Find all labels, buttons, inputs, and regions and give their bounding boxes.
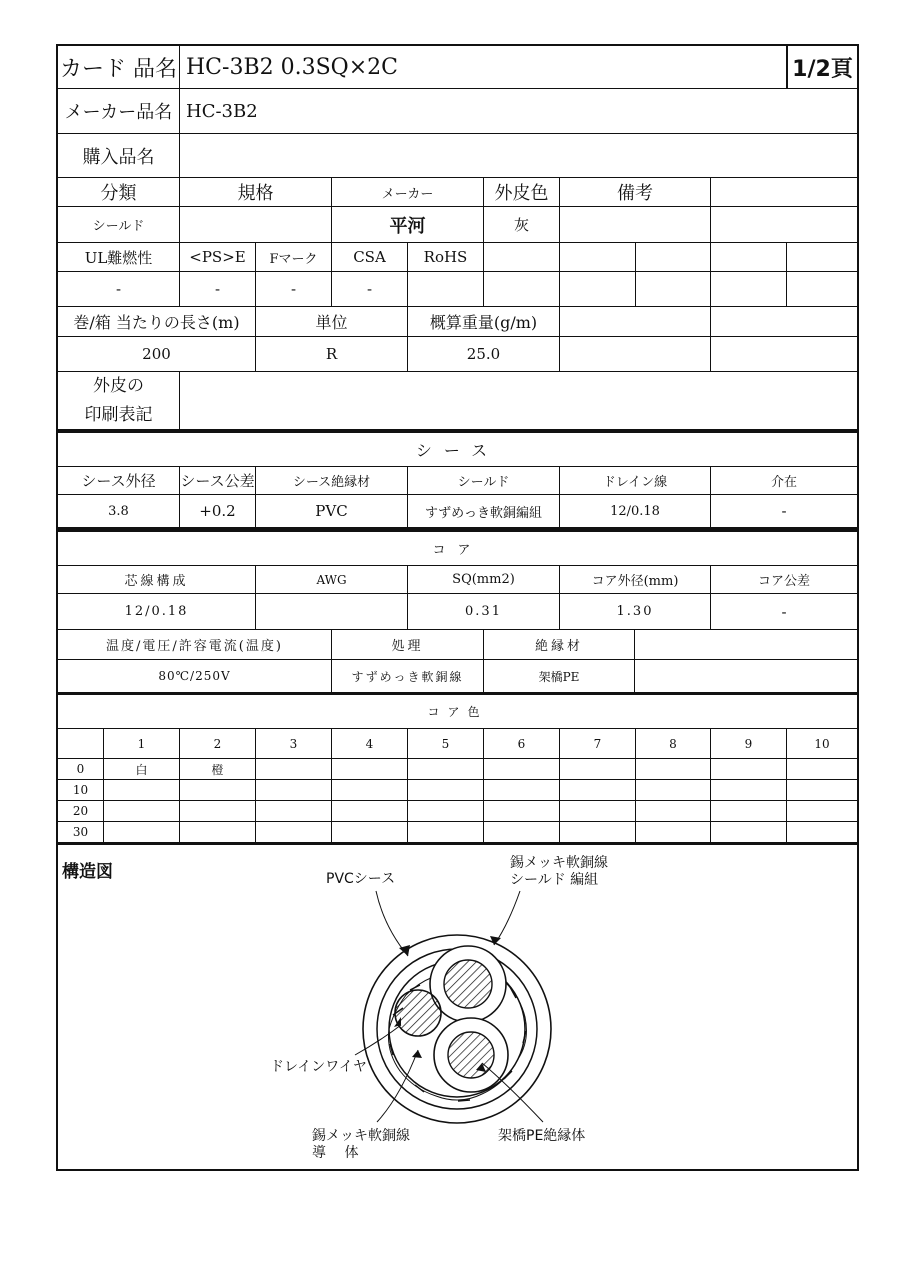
length-per-reel-value: 200 [58, 337, 256, 372]
core-color-cell [104, 780, 180, 801]
print-marking-value [180, 372, 857, 430]
core-color-cell [711, 822, 787, 843]
sheath-section-title: シース [58, 433, 857, 467]
card-name-value: HC-3B2 0.3SQ×2C [180, 46, 787, 89]
ul-flame-header: UL難燃性 [58, 243, 180, 272]
core-color-cell [256, 780, 332, 801]
core-color-column-header: 7 [560, 729, 636, 759]
core-color-row-index: 0 [58, 759, 104, 780]
ul-flame-value: - [58, 272, 180, 307]
drain-wire-value: 12/0.18 [560, 495, 711, 528]
label-pvc-sheath: PVCシース [326, 871, 396, 887]
conditions-blank-header [635, 630, 857, 660]
csa-header: CSA [332, 243, 408, 272]
sq-header: SQ(mm2) [408, 566, 560, 594]
insulation-header: 絶縁材 [484, 630, 635, 660]
core-section-title: コア [58, 532, 857, 566]
core-color-cell [711, 801, 787, 822]
temp-voltage-value: 80℃/250V [58, 660, 332, 693]
maker-value: 平河 [332, 207, 484, 243]
standard-header: 規格 [180, 178, 332, 207]
standard-blank-header [560, 243, 636, 272]
core-color-cell [484, 801, 560, 822]
sheath-tolerance-value: +0.2 [180, 495, 256, 528]
core-color-column-header: 10 [787, 729, 857, 759]
core-color-cell [560, 780, 636, 801]
core-color-cell [180, 780, 256, 801]
sheath-color-header: 外皮色 [484, 178, 560, 207]
core-color-cell: 白 [104, 759, 180, 780]
core-color-corner [58, 729, 104, 759]
stranding-header: 芯線構成 [58, 566, 256, 594]
standard-blank-value [484, 272, 560, 307]
length-blank-header [711, 307, 857, 337]
structure-diagram [58, 845, 857, 1169]
core-color-cell [787, 780, 857, 801]
core-color-cell [484, 780, 560, 801]
filler-value: - [711, 495, 857, 528]
csa-value: - [332, 272, 408, 307]
core-color-cell [408, 759, 484, 780]
maker-name-label: メーカー品名 [58, 89, 180, 134]
pse-header: <PS>E [180, 243, 256, 272]
diagram-title: 構造図 [62, 862, 113, 882]
core-color-cell [484, 822, 560, 843]
print-marking-label-line2: 印刷表記 [84, 404, 153, 425]
core-color-cell [560, 759, 636, 780]
standard-blank-value [711, 272, 787, 307]
length-per-reel-header: 巻/箱 当たりの長さ(m) [58, 307, 256, 337]
shield-header: シールド [408, 467, 560, 495]
core-color-cell [256, 822, 332, 843]
sheath-tolerance-header: シース公差 [180, 467, 256, 495]
print-marking-label-line1: 外皮の [93, 375, 144, 396]
pse-value: - [180, 272, 256, 307]
core-color-cell [180, 822, 256, 843]
core-color-title: コア色 [58, 695, 857, 729]
extra-header [711, 178, 857, 207]
core-color-cell [104, 822, 180, 843]
cable-cross-section [58, 845, 857, 1169]
core-color-column-header: 1 [104, 729, 180, 759]
rohs-value [408, 272, 484, 307]
f-mark-header: Fマーク [256, 243, 332, 272]
core-color-column-header: 8 [636, 729, 711, 759]
core-color-cell [332, 780, 408, 801]
core-color-row-index: 30 [58, 822, 104, 843]
length-blank-header [560, 307, 711, 337]
standard-blank-header [484, 243, 560, 272]
f-mark-value: - [256, 272, 332, 307]
core-conductor-2 [434, 1018, 508, 1092]
shield-value: すずめっき軟銅編組 [408, 495, 560, 528]
core-color-row-index: 10 [58, 780, 104, 801]
drain-wire-header: ドレイン線 [560, 467, 711, 495]
core-color-cell: 橙 [180, 759, 256, 780]
page-number: 1/2頁 [787, 46, 857, 89]
spec-sheet [56, 44, 859, 1171]
core-color-row-index: 20 [58, 801, 104, 822]
core-color-cell [636, 759, 711, 780]
core-tolerance-value: - [711, 594, 857, 630]
stranding-value: 12/0.18 [58, 594, 256, 630]
core-od-header: コア外径(mm) [560, 566, 711, 594]
core-color-cell [787, 801, 857, 822]
core-color-cell [332, 759, 408, 780]
label-conductor-line2: 導 体 [312, 1145, 359, 1161]
unit-header: 単位 [256, 307, 408, 337]
standard-blank-header [636, 243, 711, 272]
core-color-column-header: 3 [256, 729, 332, 759]
sheath-od-header: シース外径 [58, 467, 180, 495]
insulation-value: 架橋PE [484, 660, 635, 693]
core-color-cell [484, 759, 560, 780]
purchase-name-value [180, 134, 857, 178]
core-color-cell [256, 759, 332, 780]
label-conductor-line1: 錫メッキ軟銅線 [312, 1128, 410, 1144]
sheath-color-value: 灰 [484, 207, 560, 243]
sheath-insulation-value: PVC [256, 495, 408, 528]
remarks-value [560, 207, 711, 243]
standard-blank-value [787, 272, 857, 307]
core-color-cell [560, 822, 636, 843]
standard-blank-header [711, 243, 787, 272]
maker-name-value: HC-3B2 [180, 89, 857, 134]
filler-header: 介在 [711, 467, 857, 495]
sq-value: 0.31 [408, 594, 560, 630]
label-shield-line2: シールド 編組 [510, 872, 599, 888]
core-color-column-header: 2 [180, 729, 256, 759]
awg-header: AWG [256, 566, 408, 594]
temp-voltage-header: 温度/電圧/許容電流(温度) [58, 630, 332, 660]
sheath-od-value: 3.8 [58, 495, 180, 528]
core-color-cell [332, 822, 408, 843]
classification-value: シールド [58, 207, 180, 243]
sheath-insulation-header: シース絶縁材 [256, 467, 408, 495]
core-tolerance-header: コア公差 [711, 566, 857, 594]
standard-value [180, 207, 332, 243]
label-insulator: 架橋PE絶縁体 [498, 1128, 586, 1144]
core-color-column-header: 5 [408, 729, 484, 759]
drain-wire [395, 990, 441, 1036]
remarks-header: 備考 [560, 178, 711, 207]
unit-value: R [256, 337, 408, 372]
core-color-cell [256, 801, 332, 822]
purchase-name-label: 購入品名 [58, 134, 180, 178]
card-name-label: カード 品名 [58, 46, 180, 89]
rohs-header: RoHS [408, 243, 484, 272]
weight-header: 概算重量(g/m) [408, 307, 560, 337]
label-drain-wire: ドレインワイヤ [270, 1059, 367, 1075]
core-od-value: 1.30 [560, 594, 711, 630]
core-color-cell [787, 759, 857, 780]
length-blank-value [711, 337, 857, 372]
core-color-column-header: 4 [332, 729, 408, 759]
print-marking-label [58, 372, 180, 430]
conditions-blank-value [635, 660, 857, 693]
treatment-header: 処理 [332, 630, 484, 660]
standard-blank-header [787, 243, 857, 272]
awg-value [256, 594, 408, 630]
standard-blank-value [560, 272, 636, 307]
core-color-cell [180, 801, 256, 822]
maker-header: メーカー [332, 178, 484, 207]
core-color-cell [711, 780, 787, 801]
treatment-value: すずめっき軟銅線 [332, 660, 484, 693]
length-blank-value [560, 337, 711, 372]
core-color-cell [787, 822, 857, 843]
core-color-cell [408, 822, 484, 843]
classification-header: 分類 [58, 178, 180, 207]
core-color-cell [104, 801, 180, 822]
extra-value [711, 207, 857, 243]
core-color-cell [636, 801, 711, 822]
core-color-cell [636, 780, 711, 801]
core-color-cell [408, 780, 484, 801]
label-shield-line1: 錫メッキ軟銅線 [510, 855, 608, 871]
weight-value: 25.0 [408, 337, 560, 372]
core-color-column-header: 6 [484, 729, 560, 759]
core-color-cell [408, 801, 484, 822]
core-color-cell [711, 759, 787, 780]
standard-blank-value [636, 272, 711, 307]
core-color-cell [332, 801, 408, 822]
core-color-cell [636, 822, 711, 843]
core-color-cell [560, 801, 636, 822]
core-color-column-header: 9 [711, 729, 787, 759]
